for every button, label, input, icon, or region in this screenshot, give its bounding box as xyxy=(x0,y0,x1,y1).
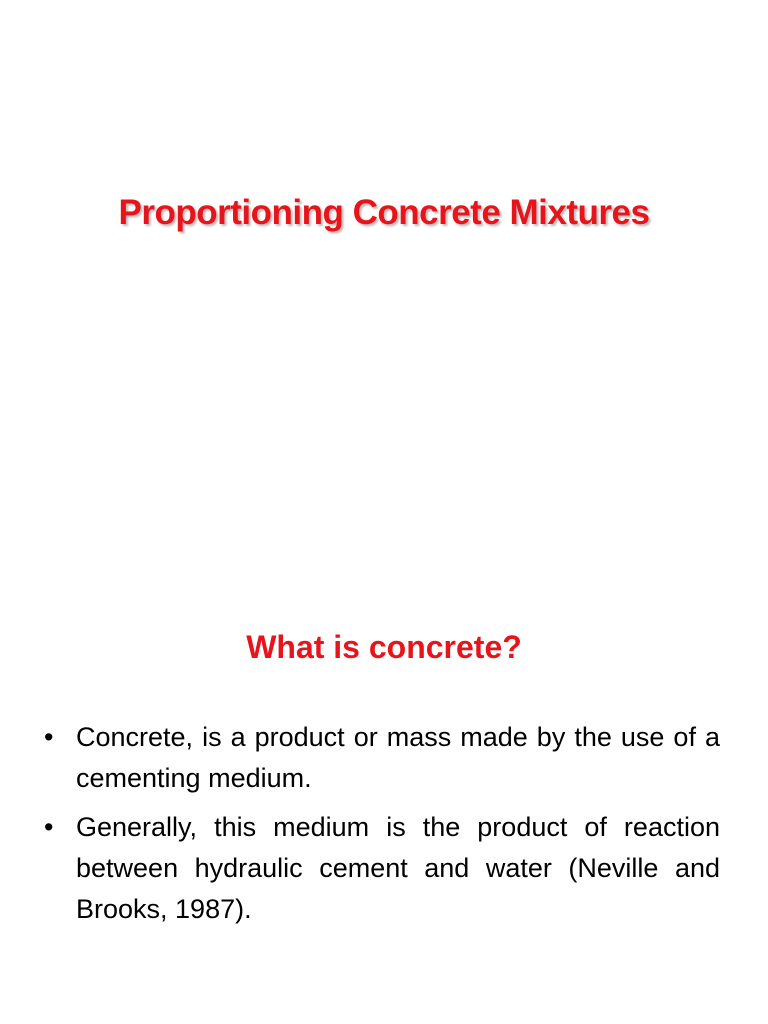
slide-heading: What is concrete? xyxy=(246,629,522,665)
bullet-icon: • xyxy=(44,812,54,842)
content-slide xyxy=(0,512,768,1024)
bullet-item xyxy=(44,717,720,799)
bullet-text: Concrete, is a product or mass made by the use of a cementing medium. xyxy=(76,722,720,793)
bullet-icon: • xyxy=(44,722,54,752)
slide-title: Proportioning Concrete Mixtures xyxy=(118,193,650,232)
bullet-item xyxy=(44,807,720,930)
bullet-list xyxy=(44,717,720,938)
bullet-text: Generally, this medium is the product of reaction between hydraulic cement and water (Neville and Brooks, 1987). xyxy=(76,812,720,924)
